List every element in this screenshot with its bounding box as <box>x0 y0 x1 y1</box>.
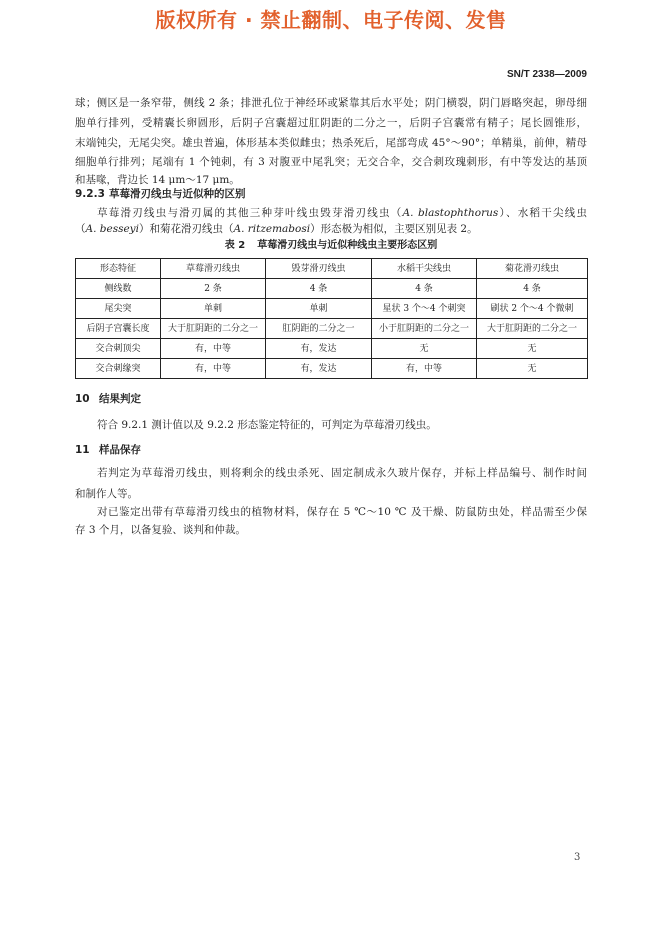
text-segment: ）和菊花滑刃线虫（ <box>138 223 234 235</box>
table-cell: 大于肛阴距的二分之一 <box>161 319 266 339</box>
table-cell: 4 条 <box>266 279 372 299</box>
table-row <box>76 339 588 359</box>
paragraph-line: 和制作人等。 <box>75 488 138 500</box>
paragraph-line: 若判定为草莓滑刃线虫，则将剩余的线虫杀死、固定制成永久玻片保存，并标上样品编号、制作时间 <box>97 467 587 479</box>
species-name: A. blastophthorus <box>402 207 499 219</box>
table-cell: 肛阴距的二分之一 <box>266 319 372 339</box>
table-cell: 小于肛阴距的二分之一 <box>372 319 477 339</box>
table-cell: 无 <box>477 359 588 379</box>
header-cell: 毁芽滑刃线虫 <box>266 259 372 279</box>
table-title: 草莓滑刃线虫与近似种线虫主要形态区别 <box>257 240 438 251</box>
paragraph-line: 细胞单行排列；尾端有 1 个钝刺，有 3 对腹亚中尾乳突；无交合伞，交合刺玫瑰刺形，有中等发达的基顶 <box>75 156 587 168</box>
paragraph-line: 胞单行排列，受精囊长卵圆形，后阴子宫囊超过肛阴距的二分之一，后阴子宫囊常有精子；尾长圆锥形， <box>75 117 587 129</box>
section-title: 结果判定 <box>99 393 141 405</box>
section-heading-11 <box>75 443 141 458</box>
table-cell: 交合刺缘突 <box>76 359 161 379</box>
paragraph-line: 对已鉴定出带有草莓滑刃线虫的植物材料，保存在 5 ℃～10 ℃ 及干燥、防鼠防虫处，样品需至少保 <box>97 506 587 518</box>
section-heading-10 <box>75 392 141 407</box>
table-row <box>76 319 588 339</box>
paragraph-line <box>97 206 587 221</box>
page-number: 3 <box>574 852 581 863</box>
table-cell: 交合刺顶尖 <box>76 339 161 359</box>
header-cell: 形态特征 <box>76 259 161 279</box>
table-cell: 尾尖突 <box>76 299 161 319</box>
paragraph-line: 符合 9.2.1 测计值以及 9.2.2 形态鉴定特征的，可判定为草莓滑刃线虫。 <box>97 419 437 431</box>
table-cell: 单刺 <box>161 299 266 319</box>
table-header-row <box>76 259 588 279</box>
header-cell: 草莓滑刃线虫 <box>161 259 266 279</box>
table-cell: 侧线数 <box>76 279 161 299</box>
standard-code: SN/T 2338—2009 <box>506 69 587 80</box>
table-cell: 星状 3 个～4 个刺突 <box>372 299 477 319</box>
table-cell: 无 <box>477 339 588 359</box>
copyright-watermark: 版权所有 · 禁止翻制、电子传阅、发售 <box>155 8 507 32</box>
table-label: 表 2 <box>224 240 246 251</box>
section-number: 9.2.3 <box>75 188 105 200</box>
section-title: 样品保存 <box>99 444 141 456</box>
table-cell: 有，中等 <box>161 359 266 379</box>
table-cell: 有，发达 <box>266 339 372 359</box>
table-cell: 有，中等 <box>161 339 266 359</box>
table-cell: 后阴子宫囊长度 <box>76 319 161 339</box>
table-cell: 2 条 <box>161 279 266 299</box>
paragraph-line: 存 3 个月，以备复验、谈判和仲裁。 <box>75 524 246 536</box>
table-caption <box>75 239 587 253</box>
species-name: A. besseyi <box>85 223 139 235</box>
header-cell: 水稻干尖线虫 <box>372 259 477 279</box>
table-cell: 4 条 <box>372 279 477 299</box>
paragraph-line <box>75 222 587 237</box>
text-segment: ）、水稻干尖线虫 <box>498 207 587 219</box>
table-cell: 4 条 <box>477 279 588 299</box>
table-row <box>76 279 588 299</box>
species-name: A. ritzemabosi <box>233 223 311 235</box>
table-cell: 无 <box>372 339 477 359</box>
table-row <box>76 299 588 319</box>
paragraph-line: 末端钝尖，无尾尖突。雄虫普遍，体形基本类似雌虫；热杀死后，尾部弯成 45°～90°；单精巢，前伸，精母 <box>75 137 587 149</box>
table-cell: 单刺 <box>266 299 372 319</box>
table-row <box>76 359 588 379</box>
text-segment: （ <box>75 223 86 235</box>
header-cell: 菊花滑刃线虫 <box>477 259 588 279</box>
text-segment: 草莓滑刃线虫与滑刃属的其他三种芽叶线虫毁芽滑刃线虫（ <box>97 207 403 219</box>
table-cell: 大于肛阴距的二分之一 <box>477 319 588 339</box>
section-title: 草莓滑刃线虫与近似种的区别 <box>109 188 246 200</box>
section-heading-9-2-3 <box>75 187 246 202</box>
paragraph-line: 和基喙，背边长 14 μm～17 μm。 <box>75 174 240 186</box>
section-number: 11 <box>75 444 90 456</box>
table-cell: 有，中等 <box>372 359 477 379</box>
paragraph-line: 球；侧区是一条窄带，侧线 2 条；排泄孔位于神经环或紧靠其后水平处；阴门横裂，阴门唇略突起，卵母细 <box>75 97 587 109</box>
table-cell: 有，发达 <box>266 359 372 379</box>
section-number: 10 <box>75 393 90 405</box>
table-cell: 刷状 2 个～4 个微刺 <box>477 299 588 319</box>
text-segment: ）形态极为相似，主要区别见表 2。 <box>310 223 478 235</box>
morphology-comparison-table <box>75 258 588 379</box>
